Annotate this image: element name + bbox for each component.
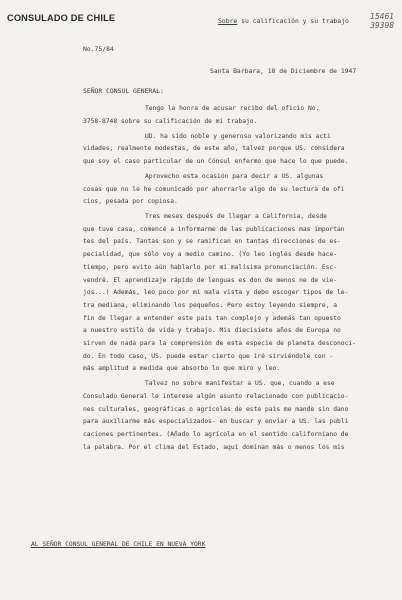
body-line: jos...) Además, leo poco por mi mala vista y debo escoger tipos de le- [83,289,349,297]
letterhead: CONSULADO DE CHILE [7,13,116,23]
body-line: cosas que no le he comunicado por ahorrarle algo de su lectura de ofi [83,185,345,193]
subject-prefix: Sobre [218,17,238,25]
body-line: a nuestro estilo de vida y trabajo. Mis diecisiete años de Europa no [83,327,341,335]
body-line: Tres meses después de llegar a California, desde [145,213,327,221]
addressee-text: AL SEÑOR CONSUL GENERAL DE CHILE EN NUEVA YORK [31,541,206,548]
body-line: vendré. El aprendizaje rápido de lenguas es don de menos ne de vie- [83,276,338,284]
handwritten-note-line: 15461 [370,12,394,21]
body-line: pecialidad, que sólo voy a medio camino. (Yo leo inglés desde hace- [83,251,338,259]
body-line: tes del país. Tantas son y se ramifican en tantas direcciones de es- [83,238,341,246]
body-line: que soy el caso particular de un Cónsul enfermo que hace lo que puede. [83,157,349,165]
addressee-footer [31,541,205,548]
body-line: Consulado General le interese algún asunto relacionado con publicacio- [83,392,349,400]
body-line: para auxiliarme más especializados- en buscar y enviar a US. las publi [83,418,349,426]
body-line: sirven de nada para la comprensión de esta especie de planeta desconoci- [83,339,356,347]
body-line: Tengo la honra de acusar recibo del oficio No. [145,105,320,112]
reference-number: No.75/84 [83,45,114,53]
body-line: fin de llegar a entender este país tan complejo y además tan opuesto [83,314,341,322]
body-line: cios, pesada por copiosa. [83,198,178,206]
body-line: Aprovecho esta ocasión para decir a US. algunas [145,172,324,180]
handwritten-note [354,12,394,30]
salutation: SEÑOR CONSUL GENERAL: [83,87,164,95]
body-line: do. En todo caso, US. puede estar cierto que iré sirviéndole con - [83,352,334,360]
body-line: nes culturales, geográficas o agrícolas de este país me mande sin dano [83,405,349,413]
date-line: Santa Barbara, 18 de Diciembre de 1947 [210,67,357,75]
body-line: tra mediana, eliminando los pequeños. Pero estoy leyendo siempre, a [83,301,338,309]
body-line: la palabra. Por el clima del Estado, aquí dominan más o menos los mis [83,443,345,451]
body-line: 3758-8748 sobre su calificación de mi trabajo. [83,117,258,125]
body-line: más amplitud a medida que absorbo lo que miro y leo. [83,365,281,373]
body-line: tiempo, pero evito aún hablarlo por mi malísima pronunciación. Esc- [83,263,338,271]
handwritten-note-line: 39398 [370,21,394,30]
body-line: caciones pertinentes. (Añado lo agrícola en el sentido californiano de [83,430,349,438]
body-line: que tuve casa, comencé a informarme de las publicaciones mas importan [83,225,345,233]
body-line: Talvez no sobre manifestar a US. que, cuando a ese [145,380,335,388]
subject-rest: su calificación y su trabajo [237,17,349,25]
subject-line [218,17,349,25]
body-line: vidades, realmente modestas, de este año, talvez porque US. considera [83,145,345,153]
body-line: UD. ha sido noble y generoso valorizando mis acti [145,132,331,140]
letter-body [83,103,389,454]
